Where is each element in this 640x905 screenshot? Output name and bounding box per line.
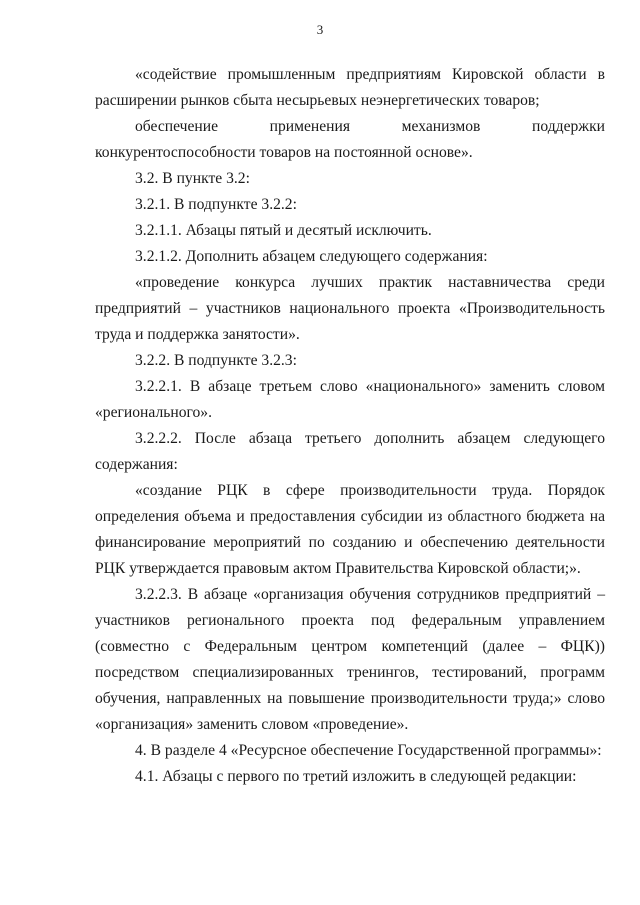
page-number: 3: [316, 22, 324, 37]
document-body: [95, 62, 605, 790]
paragraph: «содействие промышленным предприятиям Кировской области в расширении рынков сбыта несырьевых неэнергетических товаров;: [95, 66, 605, 109]
paragraph: 3.2.2. В подпункте 3.2.3:: [135, 352, 297, 369]
paragraph: «проведение конкурса лучших практик наставничества среди предприятий – участников национального проекта «Производительность труда и поддержка занятости».: [95, 274, 605, 343]
paragraph: обеспечение применения механизмов поддержки конкурентоспособности товаров на постоянной основе».: [95, 118, 605, 161]
paragraph: «создание РЦК в сфере производительности труда. Порядок определения объема и предоставления субсидии из областного бюджета на финансирование мероприятий по созданию и обеспечению деятельности РЦК утверждается правовым актом Правительства Кировской области;».: [95, 482, 605, 577]
paragraph: 3.2. В пункте 3.2:: [135, 170, 250, 187]
paragraph: 4. В разделе 4 «Ресурсное обеспечение Государственной программы»:: [135, 742, 602, 759]
paragraph: 3.2.2.1. В абзаце третьем слово «национального» заменить словом «регионального».: [95, 378, 605, 421]
paragraph: 3.2.1. В подпункте 3.2.2:: [135, 196, 297, 213]
paragraph: 3.2.2.2. После абзаца третьего дополнить абзацем следующего содержания:: [95, 430, 605, 473]
paragraph: 4.1. Абзацы с первого по третий изложить в следующей редакции:: [135, 768, 577, 785]
paragraph: 3.2.2.3. В абзаце «организация обучения сотрудников предприятий – участников регионального проекта под федеральным управлением (совместно с Федеральным центром компетенций (далее – ФЦК)) посредством специализированных тренингов, тестирований, программ обучения, направленных на повышение производительности труда;» слово «организация» заменить словом «проведение».: [95, 586, 605, 733]
paragraph: 3.2.1.2. Дополнить абзацем следующего содержания:: [135, 248, 488, 265]
paragraph: 3.2.1.1. Абзацы пятый и десятый исключить.: [135, 222, 432, 239]
